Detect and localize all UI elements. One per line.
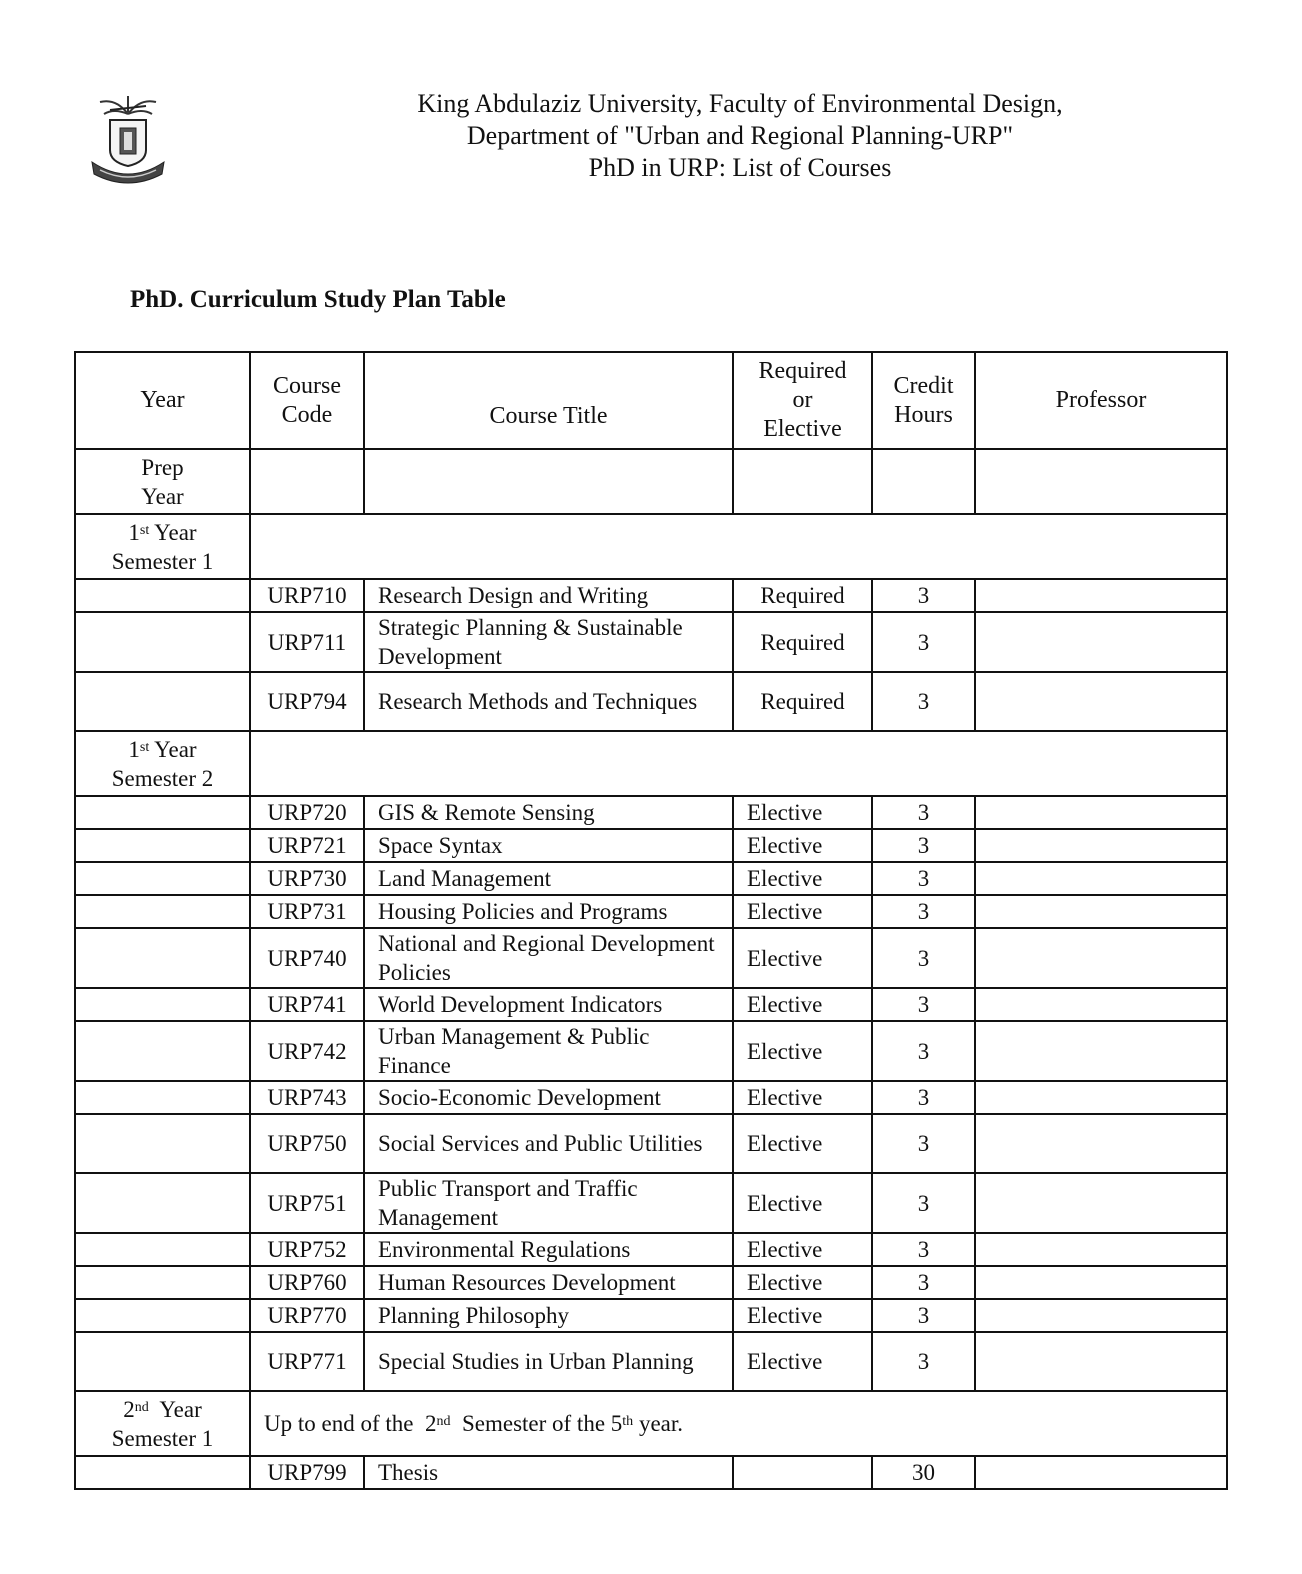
credit-hours: 3 [872,1332,975,1391]
course-code: URP794 [250,672,364,731]
prep-year-row [75,449,1227,514]
course-title: Environmental Regulations [364,1233,733,1266]
document-header [340,88,1140,184]
header-credit-hours: Credit Hours [872,352,975,449]
table-row [75,829,1227,862]
course-type: Elective [733,895,872,928]
course-title: Socio-Economic Development [364,1081,733,1114]
course-title: Thesis [364,1456,733,1489]
course-title: Public Transport and Traffic Management [364,1173,733,1233]
credit-hours: 3 [872,1233,975,1266]
course-code: URP741 [250,988,364,1021]
course-type: Elective [733,829,872,862]
credit-hours: 3 [872,1173,975,1233]
header-department: Department of "Urban and Regional Planning-URP" [466,121,1014,150]
professor-cell [975,829,1227,862]
year2-semester1-label: 2nd Year Semester 1 [75,1391,250,1456]
professor-cell [975,1456,1227,1489]
professor-cell [975,1233,1227,1266]
course-type: Elective [733,1114,872,1173]
credit-hours: 3 [872,1114,975,1173]
credit-hours: 3 [872,829,975,862]
professor-cell [975,1332,1227,1391]
credit-hours: 3 [872,862,975,895]
table-row [75,672,1227,731]
header-program: PhD in URP: List of Courses [588,153,892,182]
course-title: Social Services and Public Utilities [364,1114,733,1173]
header-course-title: Course Title [364,352,733,449]
credit-hours: 3 [872,672,975,731]
course-type: Required [733,612,872,672]
course-code: URP721 [250,829,364,862]
course-code: URP752 [250,1233,364,1266]
course-title: Planning Philosophy [364,1299,733,1332]
year1-semester2-row [75,731,1227,796]
header-required-elective: Required or Elective [733,352,872,449]
table-row [75,928,1227,988]
credit-hours: 3 [872,928,975,988]
course-title: Special Studies in Urban Planning [364,1332,733,1391]
table-row [75,1332,1227,1391]
university-logo [86,92,170,184]
table-row [75,1173,1227,1233]
table-row [75,1081,1227,1114]
course-code: URP720 [250,796,364,829]
year1-semester2-label: 1st Year Semester 2 [75,731,250,796]
year2-semester1-row [75,1391,1227,1456]
course-code: URP799 [250,1456,364,1489]
table-row [75,988,1227,1021]
credit-hours: 3 [872,1021,975,1081]
course-type: Elective [733,1332,872,1391]
header-year: Year [75,352,250,449]
course-title: National and Regional Development Policies [364,928,733,988]
professor-cell [975,1173,1227,1233]
table-row [75,895,1227,928]
course-code: URP770 [250,1299,364,1332]
course-code: URP740 [250,928,364,988]
course-title: Space Syntax [364,829,733,862]
credit-hours: 3 [872,1299,975,1332]
course-type: Elective [733,928,872,988]
credit-hours: 3 [872,579,975,612]
table-row [75,1114,1227,1173]
thesis-row [75,1456,1227,1489]
course-type: Elective [733,1299,872,1332]
professor-cell [975,1081,1227,1114]
credit-hours: 3 [872,988,975,1021]
credit-hours: 3 [872,1266,975,1299]
course-type: Elective [733,1233,872,1266]
course-code: URP731 [250,895,364,928]
professor-cell [975,988,1227,1021]
course-type: Required [733,672,872,731]
thesis-duration-note: Up to end of the 2nd Semester of the 5th year. [250,1391,1227,1456]
credit-hours: 3 [872,612,975,672]
course-code: URP710 [250,579,364,612]
course-code: URP751 [250,1173,364,1233]
section-title: PhD. Curriculum Study Plan Table [130,286,506,313]
professor-cell [975,862,1227,895]
course-type: Elective [733,1266,872,1299]
course-type: Elective [733,988,872,1021]
course-type: Elective [733,796,872,829]
table-row [75,1299,1227,1332]
course-title: Housing Policies and Programs [364,895,733,928]
credit-hours: 30 [872,1456,975,1489]
table-row [75,862,1227,895]
prep-year-label: Prep Year [75,449,250,514]
table-row [75,579,1227,612]
professor-cell [975,1021,1227,1081]
table-header-row [75,352,1227,449]
professor-cell [975,1114,1227,1173]
course-title: World Development Indicators [364,988,733,1021]
credit-hours: 3 [872,796,975,829]
curriculum-table [74,351,1228,1490]
professor-cell [975,928,1227,988]
course-code: URP760 [250,1266,364,1299]
professor-cell [975,579,1227,612]
header-professor: Professor [975,352,1227,449]
professor-cell [975,1266,1227,1299]
course-title: Research Design and Writing [364,579,733,612]
credit-hours: 3 [872,1081,975,1114]
course-code: URP750 [250,1114,364,1173]
course-title: Land Management [364,862,733,895]
course-title: Strategic Planning & Sustainable Development [364,612,733,672]
course-title: Human Resources Development [364,1266,733,1299]
course-code: URP743 [250,1081,364,1114]
credit-hours: 3 [872,895,975,928]
professor-cell [975,895,1227,928]
professor-cell [975,796,1227,829]
header-university: King Abdulaziz University, Faculty of Environmental Design, [417,89,1063,118]
course-code: URP742 [250,1021,364,1081]
professor-cell [975,672,1227,731]
professor-cell [975,612,1227,672]
course-code: URP771 [250,1332,364,1391]
table-row [75,1233,1227,1266]
course-type [733,1456,872,1489]
course-code: URP730 [250,862,364,895]
table-row [75,796,1227,829]
professor-cell [975,1299,1227,1332]
table-row [75,612,1227,672]
course-title: Urban Management & Public Finance [364,1021,733,1081]
table-row [75,1266,1227,1299]
header-course-code: Course Code [250,352,364,449]
course-type: Required [733,579,872,612]
course-type: Elective [733,1081,872,1114]
course-type: Elective [733,1021,872,1081]
course-type: Elective [733,862,872,895]
course-title: Research Methods and Techniques [364,672,733,731]
course-code: URP711 [250,612,364,672]
year1-semester1-row [75,514,1227,579]
course-title: GIS & Remote Sensing [364,796,733,829]
table-row [75,1021,1227,1081]
course-type: Elective [733,1173,872,1233]
year1-semester1-label: 1st Year Semester 1 [75,514,250,579]
